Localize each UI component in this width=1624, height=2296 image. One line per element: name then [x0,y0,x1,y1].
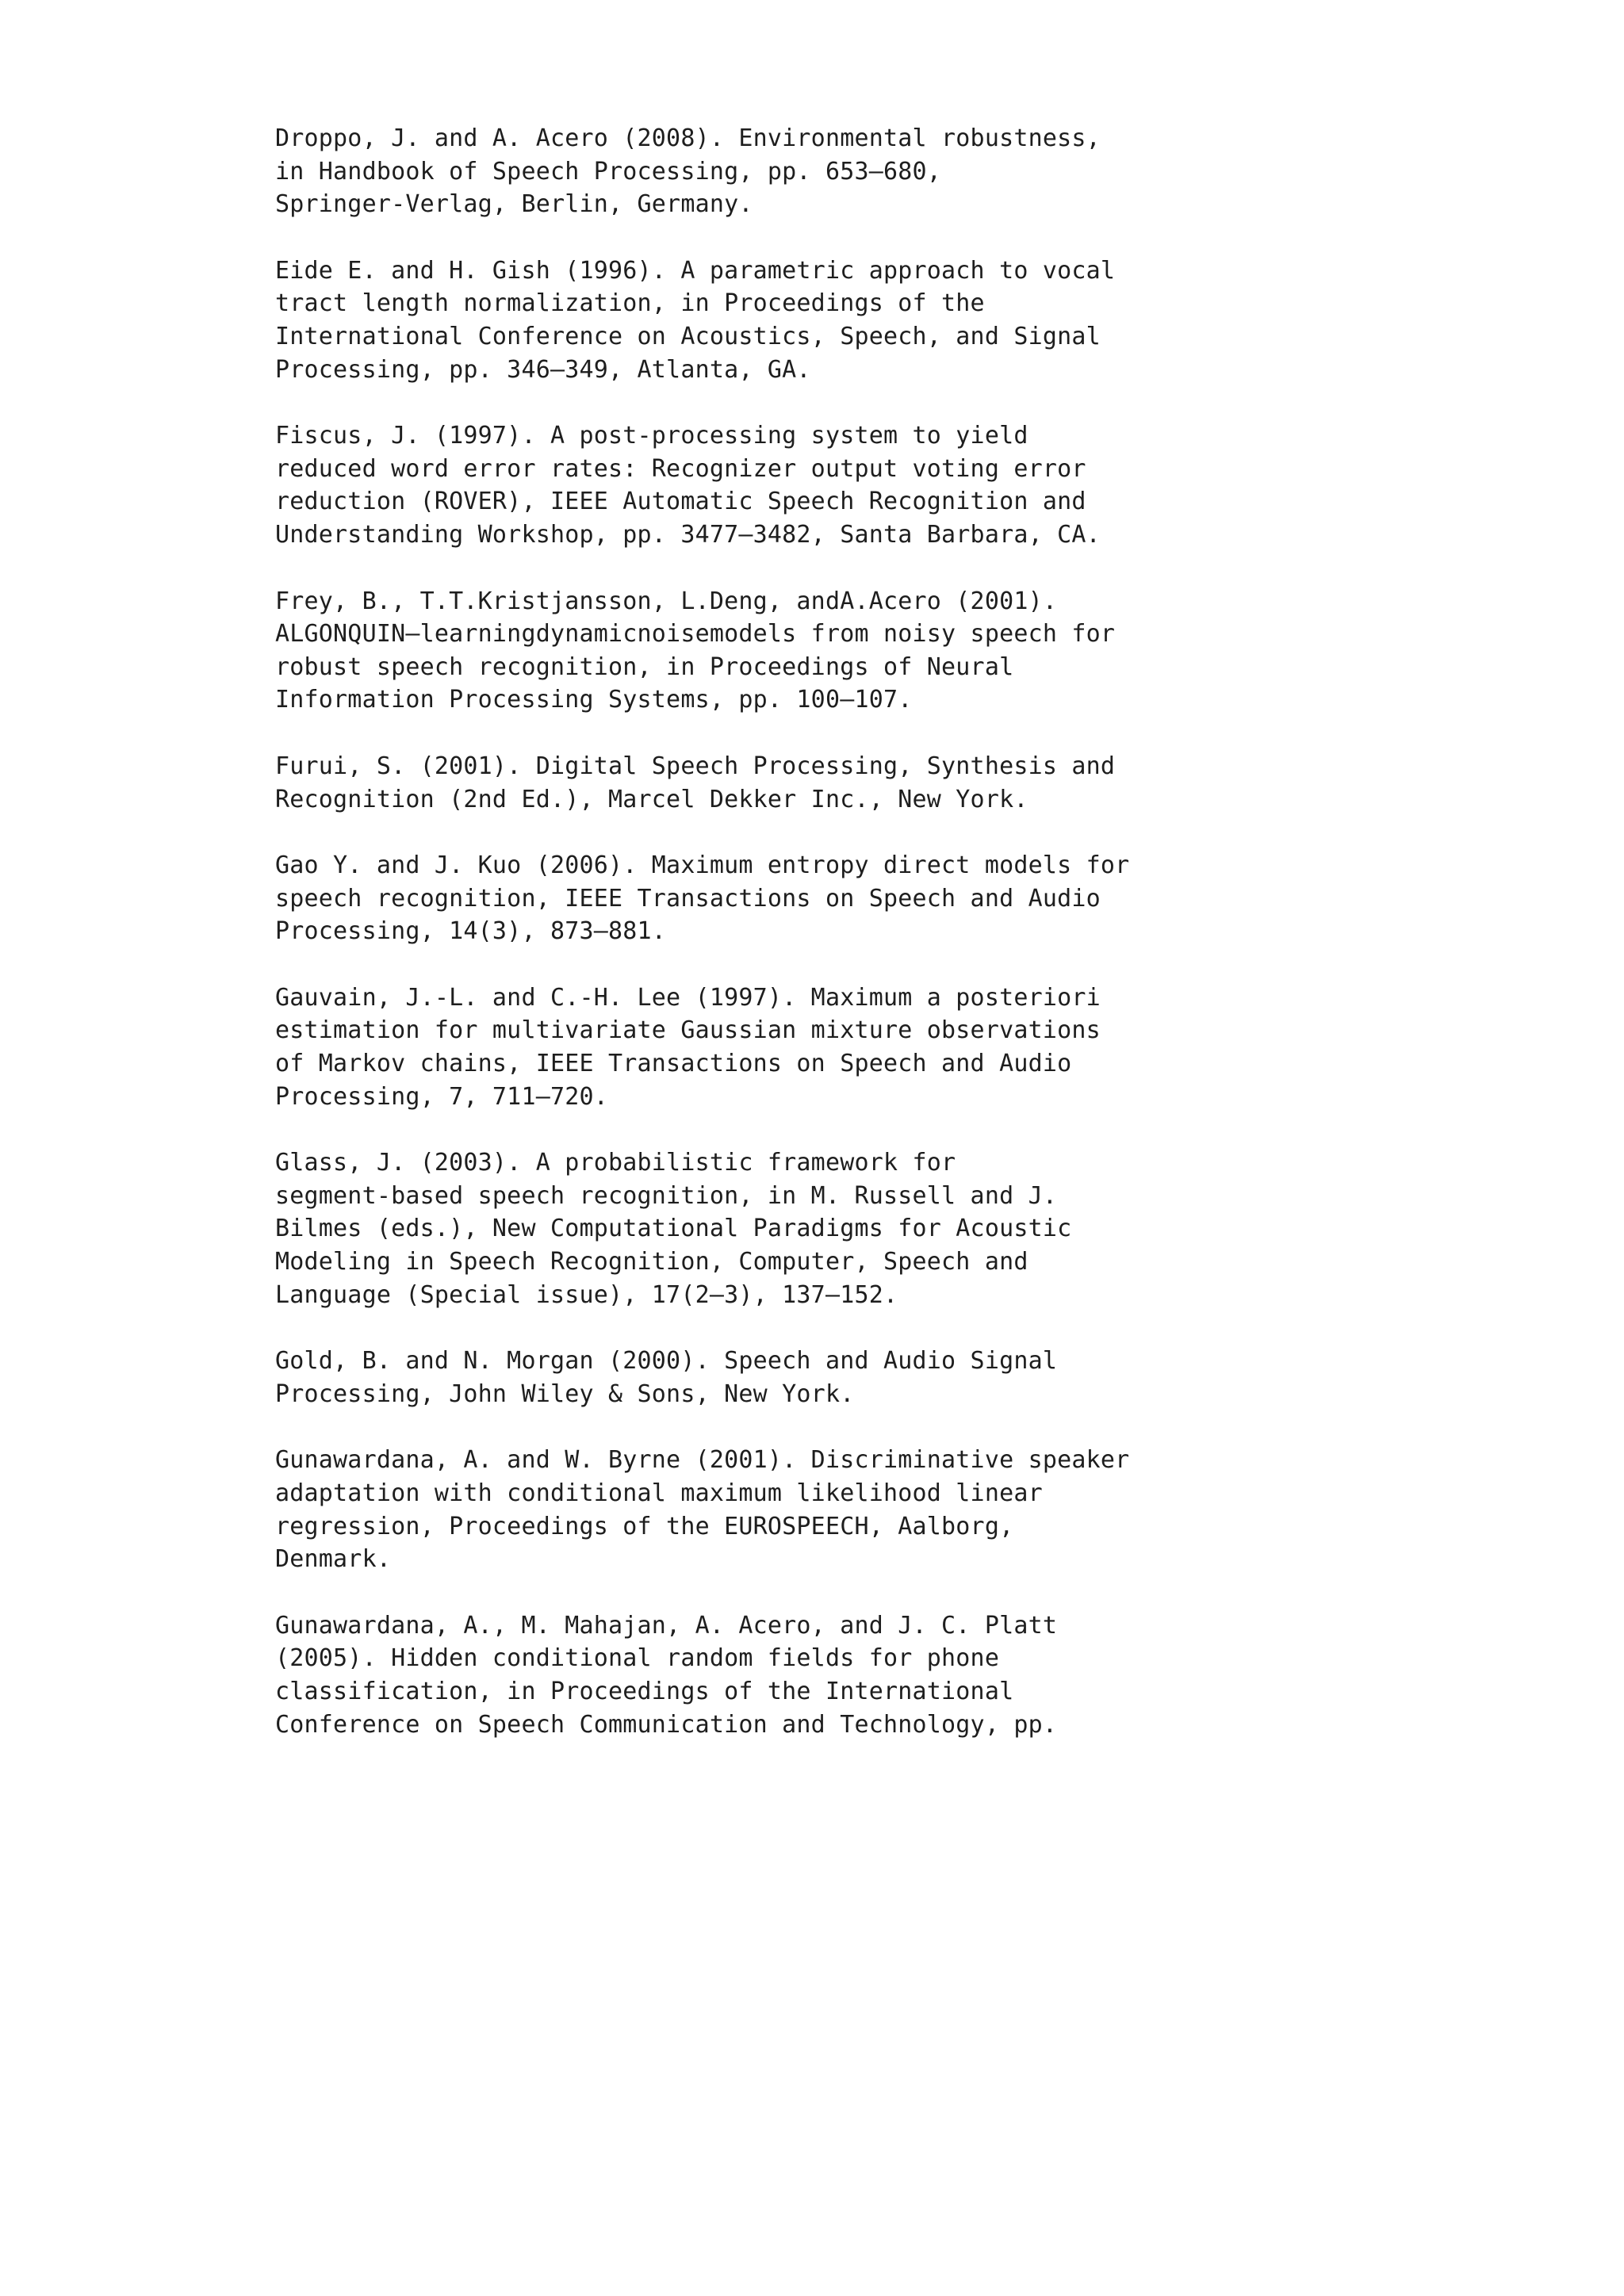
reference-text-line: Gao Y. and J. Kuo (2006). Maximum entropy direct models for [275,851,1130,880]
reference-text-line: Furui, S. (2001). Digital Speech Processing, Synthesis and [275,752,1116,780]
reference-text-line: Frey, B., T.T.Kristjansson, L.Deng, andA.Acero (2001). [275,587,1058,615]
reference-text-line: Springer-Verlag, Berlin, Germany. [275,190,753,219]
reference-text-line: Gunawardana, A., M. Mahajan, A. Acero, and J. C. Platt [275,1611,1058,1640]
reference-text-line: Modeling in Speech Recognition, Computer, Speech and [275,1248,1028,1276]
reference-text-line: classification, in Proceedings of the International [275,1677,1014,1705]
reference-text-line: Droppo, J. and A. Acero (2008). Environmental robustness, [275,124,1101,152]
reference-text-line: Processing, pp. 346–349, Atlanta, GA. [275,355,811,384]
reference-text-line: Gold, B. and N. Morgan (2000). Speech and Audio Signal [275,1347,1058,1376]
reference-text-line: reduction (ROVER), IEEE Automatic Speech Recognition and [275,488,1086,516]
reference-entry [275,1609,1425,1741]
reference-text-line: Information Processing Systems, pp. 100–107. [275,686,913,714]
reference-text-line: Understanding Workshop, pp. 3477–3482, Santa Barbara, CA. [275,520,1101,549]
reference-entry [275,982,1425,1113]
reference-text-line: Processing, 7, 711–720. [275,1082,609,1111]
reference-entry [275,1345,1425,1410]
reference-entry [275,750,1425,816]
reference-text-line: Processing, John Wiley & Sons, New York. [275,1380,855,1408]
reference-entry [275,254,1425,386]
reference-text-line: Glass, J. (2003). A probabilistic framework for [275,1149,956,1177]
reference-text-line: regression, Proceedings of the EUROSPEECH, Aalborg, [275,1512,1014,1540]
reference-entry [275,122,1425,221]
reference-text-line: International Conference on Acoustics, Speech, and Signal [275,322,1101,350]
reference-text-line: in Handbook of Speech Processing, pp. 653–680, [275,157,942,186]
reference-text-line: of Markov chains, IEEE Transactions on Speech and Audio [275,1050,1072,1078]
reference-text-line: Bilmes (eds.), New Computational Paradigms for Acoustic [275,1215,1072,1243]
reference-text-line: Language (Special issue), 17(2–3), 137–152. [275,1280,898,1309]
reference-entry [275,1146,1425,1311]
reference-text-line: Processing, 14(3), 873–881. [275,917,667,946]
reference-text-line: (2005). Hidden conditional random fields for phone [275,1644,1000,1673]
reference-text-line: speech recognition, IEEE Transactions on Speech and Audio [275,884,1101,913]
reference-text-line: tract length normalization, in Proceedings of the [275,289,985,318]
reference-text-line: Conference on Speech Communication and Technology, pp. [275,1710,1058,1739]
reference-entry [275,849,1425,948]
reference-text-line: reduced word error rates: Recognizer output voting error [275,454,1086,483]
reference-text-line: estimation for multivariate Gaussian mixture observations [275,1016,1101,1045]
reference-entry [275,419,1425,551]
reference-text-line: ALGONQUIN—learningdynamicnoisemodels from noisy speech for [275,620,1116,649]
reference-text-line: robust speech recognition, in Proceedings of Neural [275,652,1014,681]
reference-text-line: Gauvain, J.-L. and C.-H. Lee (1997). Maximum a posteriori [275,983,1101,1012]
reference-list [275,122,1425,1774]
reference-text-line: Fiscus, J. (1997). A post-processing system to yield [275,422,1028,450]
reference-text-line: segment-based speech recognition, in M. Russell and J. [275,1181,1058,1210]
reference-entry [275,1444,1425,1575]
reference-text-line: Recognition (2nd Ed.), Marcel Dekker Inc., New York. [275,785,1028,813]
reference-text-line: Denmark. [275,1545,392,1574]
reference-entry [275,585,1425,717]
reference-text-line: adaptation with conditional maximum likelihood linear [275,1479,1043,1507]
reference-text-line: Eide E. and H. Gish (1996). A parametric approach to vocal [275,256,1116,285]
reference-text-line: Gunawardana, A. and W. Byrne (2001). Discriminative speaker [275,1446,1130,1475]
